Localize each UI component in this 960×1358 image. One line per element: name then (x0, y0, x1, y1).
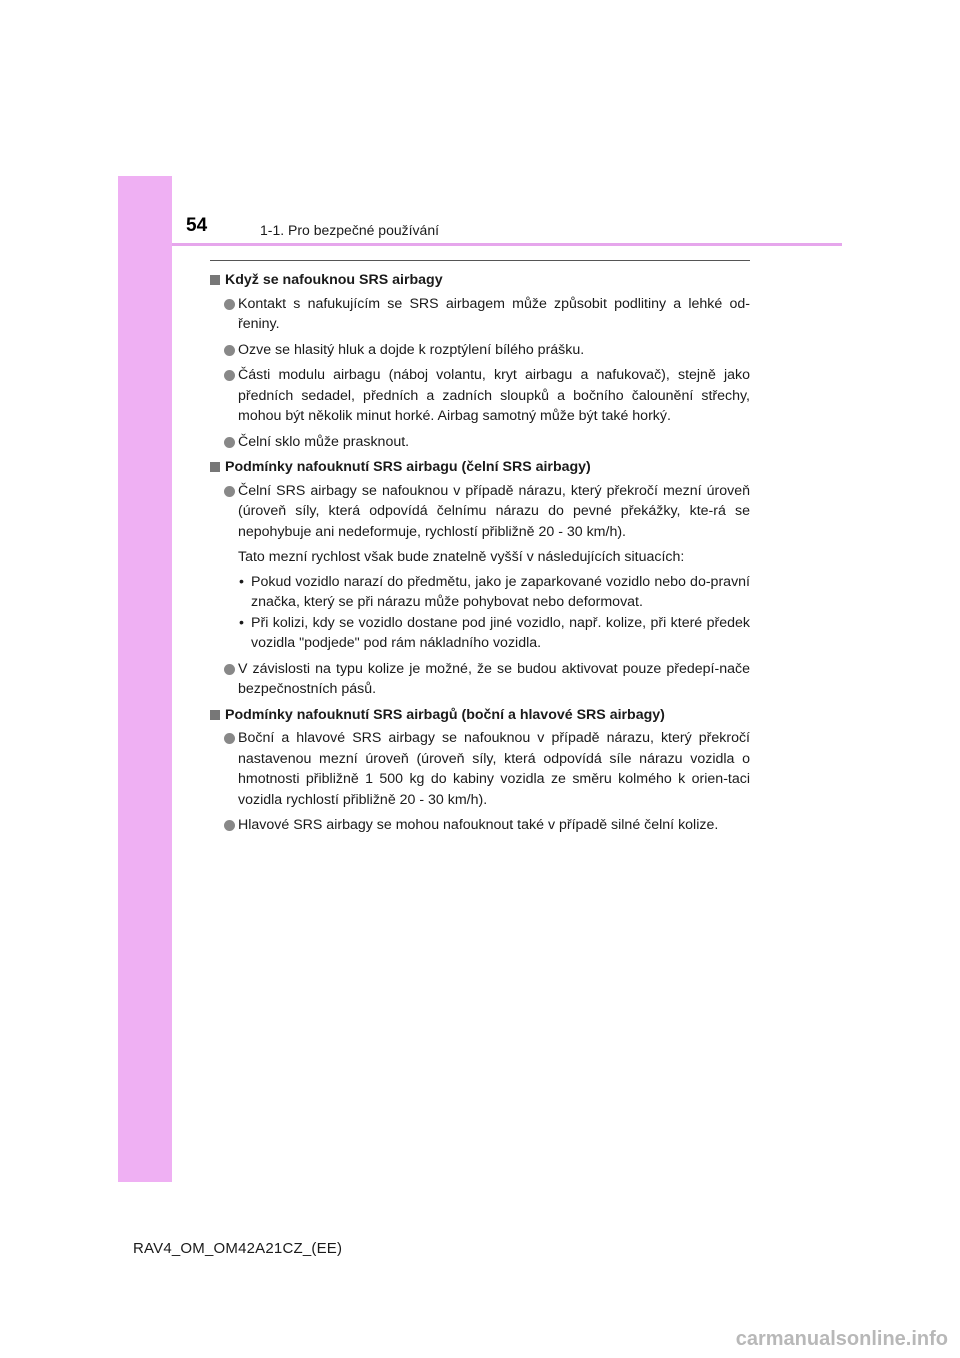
list-item (210, 340, 750, 361)
list-item-text: V závislosti na typu kolize je možné, že se budou aktivovat pouze předepí-nače bezpečnostních pásů. (238, 660, 750, 697)
paragraph: Tato mezní rychlost však bude znatelně vyšší v následujících situacích: (238, 549, 685, 565)
list-item-text: Boční a hlavové SRS airbagy se nafouknou v případě nárazu, který překročí nastavenou mezní úroveň (úroveň síly, která odpovídá síle nárazu vozidla o hmotnosti přibližně 1 500 kg do kabiny vozidla ze směru kolmého k orien-taci vozidla rychlostí přibližně 20 - 30 km/h). (238, 730, 750, 808)
list-item-text: Ozve se hlasitý hluk a dojde k rozptýlení bílého prášku. (238, 341, 585, 358)
round-bullet-icon (224, 664, 235, 675)
list-item (210, 481, 750, 543)
dot-bullet-icon: • (239, 573, 244, 590)
page-content (210, 270, 750, 841)
round-bullet-icon (224, 486, 235, 497)
round-bullet-icon (224, 437, 235, 448)
list-item (210, 728, 750, 810)
heading-text: Podmínky nafouknutí SRS airbagu (čelní SRS airbagy) (225, 459, 591, 475)
list-item (210, 815, 750, 836)
section-title: 1-1. Pro bezpečné používání (260, 222, 440, 238)
list-item-text: Čelní SRS airbagy se nafouknou v případě nárazu, který překročí mezní úroveň (úroveň síly, která odpovídá čelnímu nárazu do pevné překážky, kte-rá se nepohybuje ani nedeformuje, rychlostí přibližně 20 - 30 km/h). (238, 482, 750, 540)
square-bullet-icon (210, 275, 220, 285)
side-tab-bar (118, 176, 172, 1182)
heading-text: Podmínky nafouknutí SRS airbagů (boční a hlavové SRS airbagy) (225, 706, 665, 723)
dot-bullet-icon: • (239, 614, 244, 631)
section-heading (210, 457, 750, 478)
list-item (210, 294, 750, 335)
square-bullet-icon (210, 710, 220, 720)
list-item-text: Hlavové SRS airbagy se mohou nafouknout také v případě silné čelní kolize. (238, 817, 719, 833)
header-divider (172, 243, 842, 246)
sub-list-item (210, 572, 750, 613)
content-top-rule (210, 260, 750, 261)
list-item (210, 659, 750, 700)
round-bullet-icon (224, 820, 235, 831)
list-item-text: Části modulu airbagu (náboj volantu, kryt airbagu a nafukovač), stejně jako předních sedadel, předních a zadních sloupků a bočního čalounění střechy, mohou být několik minut horké. Airbag samotný může být také horký. (238, 367, 750, 424)
sub-list-item-text: Při kolizi, kdy se vozidlo dostane pod jiné vozidlo, např. kolize, při které předek vozidla "podjede" pod rám nákladního vozidla. (251, 614, 750, 651)
list-item-text: Čelní sklo může prasknout. (238, 433, 410, 450)
square-bullet-icon (210, 462, 220, 472)
sub-list-item (210, 613, 750, 654)
round-bullet-icon (224, 345, 235, 356)
sub-list-item-text: Pokud vozidlo narazí do předmětu, jako je zaparkované vozidlo nebo do-pravní značka, který se při nárazu může pohybovat nebo deformovat. (251, 573, 750, 610)
round-bullet-icon (224, 299, 235, 310)
heading-text: Když se nafouknou SRS airbagy (225, 272, 443, 288)
page-number: 54 (186, 215, 208, 236)
round-bullet-icon (224, 370, 235, 381)
section-heading (210, 705, 750, 726)
list-item (210, 432, 750, 453)
document-code: RAV4_OM_OM42A21CZ_(EE) (133, 1240, 343, 1257)
list-item-text: Kontakt s nafukujícím se SRS airbagem může způsobit podlitiny a lehké od-řeniny. (238, 295, 750, 332)
list-item (210, 365, 750, 427)
watermark: carmanualsonline.info (735, 1328, 948, 1350)
round-bullet-icon (224, 733, 235, 744)
section-heading (210, 270, 750, 291)
